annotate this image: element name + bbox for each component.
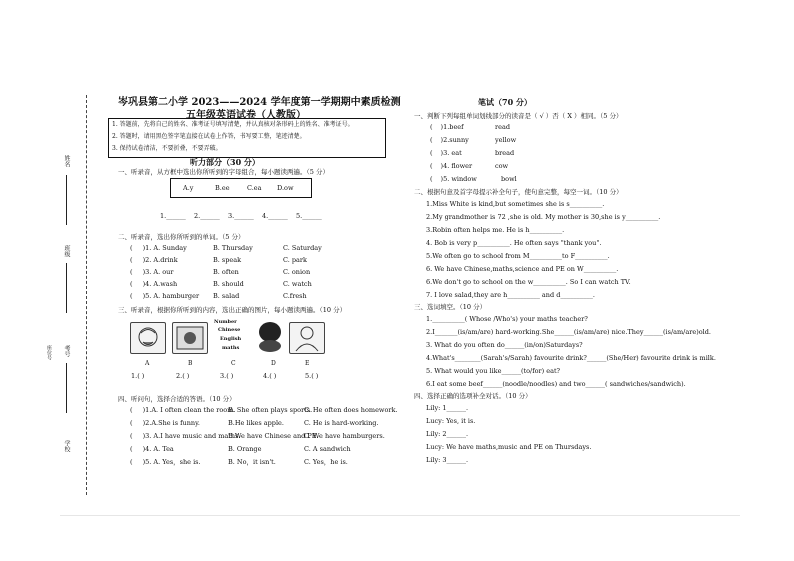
ls1-option-d: D.ow (277, 184, 294, 192)
book-line-1: Number (214, 319, 237, 325)
ws4-item-2: Lucy: Yes, it is. (426, 417, 476, 425)
word-a: )1.beef (440, 123, 464, 131)
ls2-title: 二、听录音，选出你所听到的单词。（5 分） (118, 233, 245, 241)
ls2-row-4-b: B. should (213, 280, 244, 288)
ls3-title: 三、听录音，根据你所听到的内容，选出正确的图片，每小题读两遍。（10 分） (118, 306, 347, 314)
ls3-answer-3[interactable]: 3.( ) (220, 372, 234, 380)
picture-d-hamburger (258, 320, 282, 354)
listening-title: 听力部分（30 分） (190, 157, 260, 167)
answer-paren[interactable]: ( (130, 292, 133, 300)
ls2-row-3 (130, 269, 173, 276)
answer-paren[interactable]: ( (430, 123, 433, 131)
picture-b-drawing (172, 322, 208, 354)
ls2-row-5-b: B. salad (213, 292, 240, 300)
option-a: )1.A. I often clean the room. (142, 406, 236, 414)
ls2-row-4-c: C. watch (283, 280, 312, 288)
ws3-item-1[interactable]: 1.__________( Whose /Who's) your maths teacher? (426, 315, 588, 323)
ws3-item-6[interactable]: 6.I eat some beef______(noodle/noodles) and two______( sandwiches/sandwich). (426, 380, 686, 388)
ls2-row-4 (130, 281, 177, 288)
ls1-option-b: B.ee (215, 184, 230, 192)
note-2: 2. 答题时，请用黑色签字笔直接在试卷上作答，书写要工整，笔迹清楚。 (112, 133, 306, 140)
ls4-row-2 (130, 420, 200, 427)
ls4-row-1 (130, 407, 235, 414)
picture-label-b: B (188, 360, 193, 367)
ls2-row-2-c: C. park (283, 256, 307, 264)
option-a: )3. A. our (142, 268, 174, 276)
ls2-row-2-b: B. speak (213, 256, 242, 264)
picture-a-old-man (130, 322, 166, 354)
option-a: )5. A. hamburger (142, 292, 200, 300)
ls1-answer-3[interactable]: 3.______ (228, 212, 254, 220)
ws4-item-1[interactable]: Lily: 1______. (426, 404, 469, 412)
ws1-row-1 (430, 124, 464, 131)
ls1-options-box (170, 178, 312, 198)
ls2-row-1 (130, 245, 187, 252)
answer-paren[interactable]: ( (130, 280, 133, 288)
ws2-item-5[interactable]: 5.We often go to school from M__________to F__________. (426, 252, 610, 260)
ws3-item-4[interactable]: 4.What's________(Sarah's/Sarah) favourite drink?______(She/Her) favourite drink is milk. (426, 354, 716, 362)
ls4-row-4 (130, 446, 174, 453)
answer-paren[interactable]: ( (130, 244, 133, 252)
exam-title-1: 岑巩县第二小学 2023——2024 学年度第一学期期中素质检测 (118, 97, 401, 108)
ws1-row-2 (430, 137, 469, 144)
drawing-picture-icon (173, 323, 207, 353)
ls1-option-a: A.y (183, 184, 194, 192)
answer-paren[interactable]: ( (130, 419, 133, 427)
binding-label-seat: 座位号 (46, 345, 52, 360)
ls4-row-1-b: B. She often plays sports. (228, 406, 313, 414)
answer-paren[interactable]: ( (130, 406, 133, 414)
ws1-row-5-w: bowl (501, 175, 517, 183)
ws3-item-3[interactable]: 3. What do you often do______(in/on)Saturdays? (426, 341, 583, 349)
ls4-row-1-c: C. He often does homework. (304, 406, 398, 414)
ls4-row-3-b: B.We have Chinese and PE. (228, 432, 319, 440)
ws2-item-4[interactable]: 4. Bob is very p__________. He often says "thank you". (426, 239, 602, 247)
answer-paren[interactable]: ( (430, 136, 433, 144)
ls4-row-3 (130, 433, 240, 440)
binding-label-school: 学校 (63, 440, 70, 452)
word-a: )3. eat (440, 149, 462, 157)
picture-c-book (214, 320, 254, 356)
ls2-row-1-b: B. Thursday (213, 244, 253, 252)
picture-label-d: D (271, 360, 276, 367)
ls1-option-c: C.ea (247, 184, 262, 192)
answer-paren[interactable]: ( (430, 162, 433, 170)
note-1: 1. 答题前，先将自己的姓名、准考证号填写清楚，并认真核对条形码上的姓名、准考证号。 (112, 121, 354, 128)
ls1-title: 一、听录音，从方框中选出你所听到的字母组合，每小题读两遍。（5 分） (118, 168, 329, 176)
notes-box (108, 118, 386, 158)
option-a: )5. A. Yes，she is. (142, 458, 201, 466)
ls4-row-4-b: B. Orange (228, 445, 262, 453)
word-a: )4. flower (440, 162, 473, 170)
ls4-row-2-b: B.He likes apple. (228, 419, 284, 427)
ws2-title: 二、根据句意及首字母提示补全句子，使句意完整，每空一词。（10 分） (414, 188, 623, 196)
page-bottom-edge (60, 515, 740, 516)
ws2-item-8[interactable]: 7. I love salad,they are h__________ and d__________. (426, 291, 595, 299)
ws4-item-4: Lucy: We have maths,music and PE on Thursdays. (426, 443, 592, 451)
ls3-answer-1[interactable]: 1.( ) (131, 372, 145, 380)
ws3-title: 三、选词填空。（10 分） (414, 303, 487, 311)
option-a: )2.A.She is funny. (142, 419, 200, 427)
answer-paren[interactable]: ( (130, 256, 133, 264)
book-line-3: English (220, 336, 242, 342)
ls1-answer-2[interactable]: 2.______ (194, 212, 220, 220)
exam-title-2: 五年级英语试卷（人教版） (186, 110, 306, 121)
ls4-row-5 (130, 459, 201, 466)
binding-label-number: 考号 (63, 345, 70, 357)
ls2-row-5 (130, 293, 199, 300)
ws2-item-3[interactable]: 3.Robin often helps me. He is h__________. (426, 226, 565, 234)
ls2-row-3-c: C. onion (283, 268, 311, 276)
ws2-item-2[interactable]: 2.My grandmother is 72 ,she is old. My mother is 30,she is y__________. (426, 213, 661, 221)
answer-paren[interactable]: ( (430, 175, 433, 183)
word-a: )2.sunny (440, 136, 469, 144)
ws4-item-3[interactable]: Lily: 2______. (426, 430, 469, 438)
picture-label-c: C (231, 360, 236, 367)
hamburger-icon (258, 320, 282, 354)
binding-label-name: 姓名 (63, 155, 70, 167)
ls4-row-3-c: C. We have hamburgers. (304, 432, 385, 440)
person-icon (290, 323, 324, 353)
book-line-2: Chinese (218, 327, 241, 333)
ls1-answer-1[interactable]: 1.______ (160, 212, 186, 220)
ws1-row-5 (430, 176, 477, 183)
ls2-row-1-c: C. Saturday (283, 244, 322, 252)
binding-field-class[interactable] (66, 263, 67, 313)
word-a: )5. window (440, 175, 477, 183)
ws1-row-2-w: yellow (495, 136, 517, 144)
binding-label-class: 班级 (63, 245, 70, 257)
ws1-row-4-w: cow (495, 162, 509, 170)
ls4-row-5-b: B. No，it isn't. (228, 458, 276, 466)
binding-margin (40, 95, 90, 495)
option-a: )3. A.I have music and maths. (142, 432, 241, 440)
ls2-row-3-b: B. often (213, 268, 239, 276)
ls4-row-4-c: C. A sandwich (304, 445, 351, 453)
ls3-answer-4[interactable]: 4.( ) (263, 372, 277, 380)
option-a: )2. A.drink (142, 256, 178, 264)
ws3-item-2[interactable]: 2.I_______(is/am/are) hard-working.She______(is/am/are) nice.They______(is/am/are)old. (426, 328, 711, 336)
binding-field-name[interactable] (66, 175, 67, 225)
answer-paren[interactable]: ( (130, 432, 133, 440)
picture-label-e: E (305, 360, 310, 367)
ls1-answer-4[interactable]: 4.______ (262, 212, 288, 220)
ls3-answer-5[interactable]: 5.( ) (305, 372, 319, 380)
ws1-row-3-w: bread (495, 149, 515, 157)
answer-paren[interactable]: ( (130, 445, 133, 453)
ws1-title: 一、判断下列每组单词划线部分的读音是（ √ ）否（ X ）相同。（5 分） (414, 112, 623, 120)
picture-label-a: A (145, 360, 150, 367)
ws1-row-3 (430, 150, 462, 157)
answer-paren[interactable]: ( (130, 458, 133, 466)
ls2-row-5-c: C.fresh (283, 292, 307, 300)
ls4-row-2-c: C. He is hard-working. (304, 419, 379, 427)
ws3-item-5[interactable]: 5. What would you like______(to/for) eat? (426, 367, 561, 375)
answer-paren[interactable]: ( (430, 149, 433, 157)
ws2-item-6[interactable]: 6. We have Chinese,maths,science and PE on W__________. (426, 265, 619, 273)
written-title: 笔试（70 分） (478, 97, 532, 107)
binding-line (86, 95, 87, 495)
ls1-answer-5[interactable]: 5.______ (296, 212, 322, 220)
book-line-4: maths (222, 345, 240, 351)
ls4-title: 四、听问句，选择合适的答语。（10 分） (118, 395, 236, 403)
option-a: )4. A. Tea (142, 445, 174, 453)
note-3: 3. 保持试卷清洁，不要折叠，不要弄破。 (112, 145, 222, 152)
option-a: )1. A. Sunday (142, 244, 187, 252)
ws4-item-5[interactable]: Lily: 3______. (426, 456, 469, 464)
ws1-row-4 (430, 163, 472, 170)
picture-e-person (289, 322, 325, 354)
binding-field-number[interactable] (66, 363, 67, 413)
answer-paren[interactable]: ( (130, 268, 133, 276)
ws2-item-1[interactable]: 1.Miss White is kind,but sometimes she is s__________. (426, 200, 605, 208)
ls4-row-5-c: C. Yes，he is. (304, 458, 348, 466)
ws2-item-7[interactable]: 6.We don't go to school on the w__________. So I can watch TV. (426, 278, 631, 286)
ls2-row-2 (130, 257, 178, 264)
ws1-row-1-w: read (495, 123, 510, 131)
old-man-icon (131, 323, 165, 353)
option-a: )4. A.wash (142, 280, 178, 288)
ws4-title: 四、选择正确的选项补全对话。（10 分） (414, 392, 532, 400)
ls3-answer-2[interactable]: 2.( ) (176, 372, 190, 380)
